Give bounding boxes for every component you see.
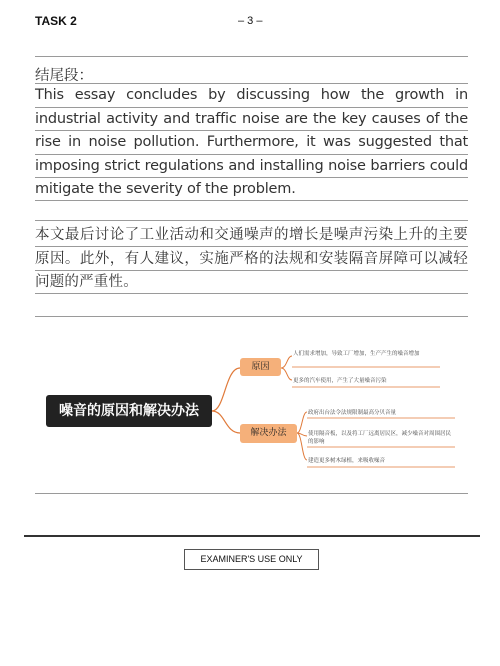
chinese-paragraph: 本文最后讨论了工业活动和交通噪声的增长是噪声污染上升的主要原因。此外，有人建议，实施严格的法规和安装隔音屏障可以减轻问题的严重性。 — [35, 227, 468, 290]
mindmap-solution-item: 建造更多树木绿植，来吸收噪音 — [308, 458, 386, 464]
mindmap-solution-item: 使用隔音板，以及将工厂远离居民区，减少噪音对周围居民的影响 — [308, 431, 452, 445]
section-heading: 结尾段： — [35, 68, 93, 84]
page-number: – 3 – — [238, 15, 263, 27]
mindmap-cause-item: 人们需求增加，导致工厂增加，生产产生的噪音增加 — [293, 351, 420, 357]
footer-rule — [24, 535, 480, 537]
examiner-use-box: EXAMINER'S USE ONLY — [184, 549, 319, 570]
mindmap-node-causes: 原因 — [240, 358, 281, 376]
mindmap-solution-item: 政府出台法令法规限制最高分贝音量 — [308, 410, 397, 416]
mindmap-node-solutions: 解决办法 — [240, 424, 297, 443]
mindmap-cause-item: 更多的汽车使用，产生了大量噪音污染 — [293, 378, 387, 384]
task-label: TASK 2 — [35, 14, 77, 28]
english-paragraph: This essay concludes by discussing how the growth in industrial activity and traffic noise are the key causes of the rise in noise pollution. Furthermore, it was suggested that imposing strict regulations and installing noise barriers could mitigate the severity of the problem. — [35, 87, 468, 197]
mindmap-title: 噪音的原因和解决办法 — [46, 395, 212, 427]
